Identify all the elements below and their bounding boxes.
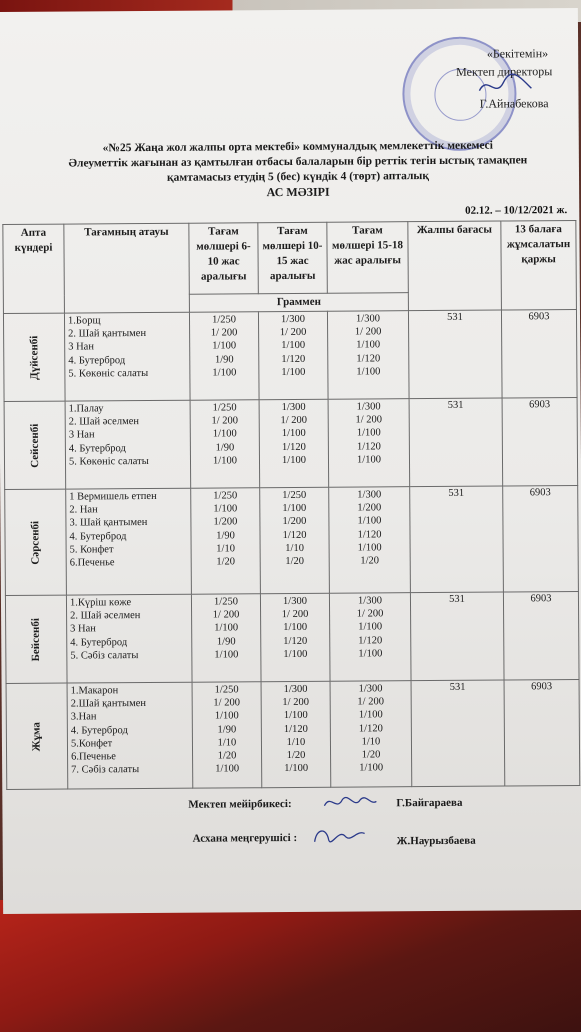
approval-name: Г.Айнабекова <box>479 96 549 111</box>
portion-10-15-cell-item: 1/100 <box>282 503 307 515</box>
price-cell: 531 <box>410 592 504 681</box>
dish-cell-item: 3 Нан <box>68 341 94 353</box>
portion-15-18-cell-item: 1/300 <box>358 683 383 695</box>
dish-cell-item: 2. Шай әселмен <box>70 610 141 622</box>
total-cell: 6903 <box>503 485 579 592</box>
portion-10-15-cell-item: 1/100 <box>283 622 308 634</box>
portion-15-18-cell-item: 1/120 <box>357 528 382 541</box>
cook-label: Асхана меңгерушісі : <box>192 831 298 845</box>
day-label: Сейсенбі <box>28 423 42 468</box>
portion-6-10-cell-item: 1/100 <box>214 710 239 722</box>
total-cell: 6903 <box>501 310 577 399</box>
portion-15-18-cell-item: 1/ 200 <box>357 696 384 708</box>
portion-6-10-cell-item: 1/250 <box>213 490 238 502</box>
portion-10-15-cell <box>259 399 329 487</box>
dish-cell-item: 4. Бутерброд <box>68 354 126 367</box>
portion-15-18-cell-item: 1/100 <box>357 542 382 554</box>
portion-6-10-cell-item: 1/90 <box>217 723 237 736</box>
portion-6-10-cell-item: 1/100 <box>213 503 238 515</box>
dish-cell-item: 1 Вермишель етпен <box>69 490 157 503</box>
dish-cell-item: 5. Көкөніс салаты <box>68 367 149 380</box>
dish-cell-item: 3 Нан <box>70 623 96 635</box>
menu-dates: 02.12. – 10/12/2021 ж. <box>465 204 568 217</box>
menu-title: АС МӘЗІРІ <box>266 184 330 200</box>
portion-15-18-cell-item: 1/100 <box>356 427 381 439</box>
dish-cell-item: 6.Печенье <box>69 557 115 569</box>
menu-row <box>5 485 579 595</box>
portion-6-10-cell-item: 1/250 <box>212 402 237 414</box>
day-cell <box>5 489 67 595</box>
header-line-3: қамтамасыз етудің 5 (бес) күндік 4 (төрт) апталық <box>166 170 430 184</box>
portion-15-18-cell-item: 1/ 200 <box>354 326 382 338</box>
portion-10-15-cell-item: 1/100 <box>283 710 308 722</box>
day-cell <box>6 683 68 789</box>
portion-10-15-cell-item: 1/250 <box>282 489 307 502</box>
portion-15-18-cell-item: 1/100 <box>356 339 381 351</box>
portion-15-18-cell-item: 1/100 <box>358 709 383 721</box>
dish-cell-item: 5. Конфет <box>69 544 114 556</box>
dish-cell-item: 1.Борщ <box>67 315 101 327</box>
portion-15-18-cell-item: 1/ 200 <box>356 608 384 620</box>
cook-signature <box>309 821 369 851</box>
dish-cell-item: 7. Сәбіз салаты <box>71 764 140 776</box>
portion-10-15-cell-item: 1/300 <box>281 313 306 326</box>
dish-cell-item: 2. Нан <box>69 504 98 516</box>
portion-15-18-cell-item: 1/120 <box>356 352 381 365</box>
portion-6-10-cell-item: 1/100 <box>212 455 237 467</box>
portion-6-10-cell <box>192 682 262 788</box>
portion-15-18-cell <box>329 593 411 682</box>
portion-10-15-cell <box>261 681 331 787</box>
dish-cell-item: 5.Конфет <box>70 738 113 750</box>
portion-6-10-cell <box>191 594 261 682</box>
portion-6-10-cell-item: 1/100 <box>214 649 239 661</box>
portion-6-10-cell-item: 1/100 <box>212 340 237 352</box>
portion-6-10-cell-item: 1/90 <box>215 442 235 454</box>
portion-15-18-cell <box>330 681 412 788</box>
dish-cell-item: 4. Бутерброд <box>70 724 128 737</box>
portion-6-10-cell-item: 1/200 <box>213 516 238 528</box>
portion-10-15-cell-item: 1/100 <box>281 454 306 466</box>
menu-body <box>3 310 579 790</box>
header-line-1: «№25 Жаңа жол жалпы орта мектебі» коммуналдық мемлекеттік мекемесі <box>102 139 494 155</box>
price-cell: 531 <box>409 398 503 487</box>
dish-cell <box>64 312 190 401</box>
dish-cell-item: 1.Палау <box>68 403 104 415</box>
portion-6-10-cell-item: 1/ 200 <box>210 327 238 339</box>
portion-15-18-cell-item: 1/100 <box>358 648 383 660</box>
director-signature <box>475 72 535 98</box>
price-cell: 531 <box>408 310 502 399</box>
dish-cell-item: 3. Шай қантымен <box>69 517 148 529</box>
document-page <box>0 8 581 914</box>
portion-10-15-cell-item: 1/20 <box>285 555 305 568</box>
portion-15-18-cell-item: 1/300 <box>356 313 381 325</box>
portion-10-15-cell-item: 1/200 <box>282 516 307 528</box>
day-label: Дүйсенбі <box>28 335 41 380</box>
header-age-6-10: Тағам мөлшері 6-10 жас аралығы <box>189 223 258 294</box>
dish-cell-item: 3.Нан <box>70 711 97 723</box>
nurse-signature <box>320 789 380 813</box>
dish-cell-item: 2. Шай әселмен <box>68 416 140 428</box>
portion-15-18-cell-item: 1/300 <box>357 595 382 607</box>
portion-10-15-cell-item: 1/ 200 <box>280 415 308 427</box>
portion-10-15-cell-item: 1/100 <box>284 763 309 775</box>
menu-row <box>3 310 577 402</box>
portion-6-10-cell-item: 1/100 <box>212 367 237 379</box>
portion-10-15-cell-item: 1/120 <box>282 529 307 541</box>
portion-6-10-cell-item: 1/250 <box>213 596 238 608</box>
portion-15-18-cell-item: 1/300 <box>357 489 382 501</box>
dish-cell-item: 4. Бутерброд <box>69 530 127 543</box>
dish-cell-item: 1.Макарон <box>70 685 119 697</box>
dish-cell-item: 1.Күріш көже <box>69 597 132 609</box>
portion-6-10-cell <box>190 400 260 488</box>
portion-6-10-cell-item: 1/100 <box>214 622 239 634</box>
portion-15-18-cell-item: 1/10 <box>361 736 381 748</box>
portion-10-15-cell-item: 1/100 <box>281 366 306 378</box>
portion-15-18-cell-item: 1/120 <box>356 440 381 453</box>
day-cell <box>4 401 66 489</box>
portion-10-15-cell-item: 1/10 <box>286 736 306 748</box>
nurse-label: Мектеп мейірбикесі: <box>188 798 292 811</box>
portion-6-10-cell-item: 1/100 <box>215 763 240 775</box>
portion-6-10-cell-item: 1/10 <box>216 543 235 555</box>
dish-cell-item: 2. Шай қантымен <box>68 328 147 340</box>
dish-cell <box>66 594 192 683</box>
portion-6-10-cell-item: 1/90 <box>216 635 236 648</box>
portion-6-10-cell-item: 1/90 <box>216 529 235 542</box>
header-price: Жалпы бағасы <box>408 221 502 311</box>
portion-15-18-cell-item: 1/100 <box>356 454 381 466</box>
portion-6-10-cell-item: 1/20 <box>216 556 236 568</box>
portion-15-18-cell-item: 1/120 <box>358 722 383 735</box>
portion-10-15-cell-item: 1/120 <box>283 723 308 735</box>
approval-role: Мектеп директоры <box>456 64 553 79</box>
portion-15-18-cell-item: 1/100 <box>358 621 383 633</box>
day-cell <box>5 595 67 683</box>
portion-15-18-cell-item: 1/20 <box>361 749 381 761</box>
portion-15-18-cell-item: 1/120 <box>358 634 383 647</box>
dish-cell-item: 2.Шай қантымен <box>70 698 147 710</box>
portion-10-15-cell-item: 1/120 <box>283 635 308 647</box>
portion-6-10-cell-item: 1/ 200 <box>212 609 240 621</box>
portion-6-10-cell-item: 1/90 <box>214 354 234 366</box>
portion-10-15-cell <box>260 593 330 681</box>
portion-15-18-cell <box>327 311 409 400</box>
total-cell: 6903 <box>504 679 580 786</box>
portion-15-18-cell-item: 1/100 <box>356 366 381 378</box>
portion-6-10-cell <box>191 488 261 594</box>
header-age-10-15: Тағам мөлшері 10-15 жас аралығы <box>258 222 327 293</box>
portion-10-15-cell <box>260 487 330 593</box>
dish-cell <box>67 682 193 789</box>
day-label: Сәрсенбі <box>29 520 42 565</box>
menu-row <box>4 397 578 489</box>
dish-cell <box>65 400 191 489</box>
background-cloth <box>0 900 581 1032</box>
portion-10-15-cell-item: 1/100 <box>281 340 306 352</box>
portion-6-10-cell-item: 1/ 200 <box>213 697 240 709</box>
header-day: Апта күндері <box>3 224 65 313</box>
portion-10-15-cell-item: 1/120 <box>281 353 306 365</box>
portion-10-15-cell-item: 1/20 <box>286 749 306 762</box>
portion-6-10-cell-item: 1/20 <box>217 750 237 762</box>
day-label: Жұма <box>30 721 44 751</box>
price-cell: 531 <box>410 486 504 593</box>
portion-15-18-cell-item: 1/100 <box>359 762 384 774</box>
nurse-name: Г.Байгараева <box>396 796 463 810</box>
portion-6-10-cell-item: 1/250 <box>212 314 237 326</box>
header-total: 13 балаға жұмсалатын қаржы <box>501 221 577 311</box>
price-cell: 531 <box>411 680 505 787</box>
portion-10-15-cell-item: 1/300 <box>282 595 307 608</box>
portion-10-15-cell <box>258 311 328 399</box>
portion-15-18-cell-item: 1/20 <box>360 555 380 567</box>
portion-10-15-cell-item: 1/ 200 <box>279 327 307 339</box>
dish-cell-item: 6.Печенье <box>71 751 116 763</box>
menu-row <box>6 679 580 789</box>
approval-title: «Бекітемін» <box>486 46 549 61</box>
dish-cell-item: 5. Сәбіз салаты <box>70 649 139 662</box>
portion-10-15-cell-item: 1/300 <box>281 401 306 414</box>
portion-10-15-cell-item: 1/100 <box>283 648 308 660</box>
portion-6-10-cell-item: 1/100 <box>212 428 237 440</box>
portion-15-18-cell <box>329 487 411 594</box>
total-cell: 6903 <box>502 397 578 486</box>
cook-name: Ж.Наурызбаева <box>396 834 476 848</box>
header-age-15-18: Тағам мөлшері 15-18 жас аралығы <box>327 222 408 294</box>
portion-15-18-cell-item: 1/100 <box>357 515 382 527</box>
dish-cell-item: 4. Бутерброд <box>68 442 126 455</box>
portion-10-15-cell-item: 1/300 <box>283 683 308 696</box>
dish-cell <box>66 488 192 595</box>
menu-row <box>5 591 579 683</box>
dish-cell-item: 3 Нан <box>68 429 95 441</box>
header-dish: Тағамның атауы <box>64 223 190 313</box>
menu-table <box>2 220 580 790</box>
portion-6-10-cell-item: 1/250 <box>214 684 239 696</box>
portion-6-10-cell-item: 1/ 200 <box>211 415 239 427</box>
portion-15-18-cell-item: 1/ 200 <box>355 414 383 426</box>
portion-10-15-cell-item: 1/100 <box>281 428 306 440</box>
dish-cell-item: 5. Көкөніс салаты <box>68 455 149 468</box>
portion-10-15-cell-item: 1/10 <box>285 542 304 554</box>
day-cell <box>3 313 65 401</box>
dish-cell-item: 4. Бутерброд <box>70 636 128 649</box>
portion-6-10-cell <box>189 312 259 400</box>
header-unit: Граммен <box>189 293 408 313</box>
portion-15-18-cell <box>328 399 410 488</box>
portion-15-18-cell-item: 1/300 <box>356 401 381 413</box>
portion-10-15-cell-item: 1/120 <box>281 441 306 453</box>
portion-6-10-cell-item: 1/10 <box>217 737 237 749</box>
day-label: Бейсенбі <box>30 617 43 661</box>
header-line-2: Әлеуметтік жағынан аз қамтылған отбасы балаларын бір реттік тегін ыстық тамақпен <box>68 154 528 170</box>
portion-10-15-cell-item: 1/ 200 <box>281 609 309 621</box>
portion-10-15-cell-item: 1/ 200 <box>282 697 309 709</box>
portion-15-18-cell-item: 1/200 <box>357 502 382 514</box>
total-cell: 6903 <box>503 591 579 680</box>
